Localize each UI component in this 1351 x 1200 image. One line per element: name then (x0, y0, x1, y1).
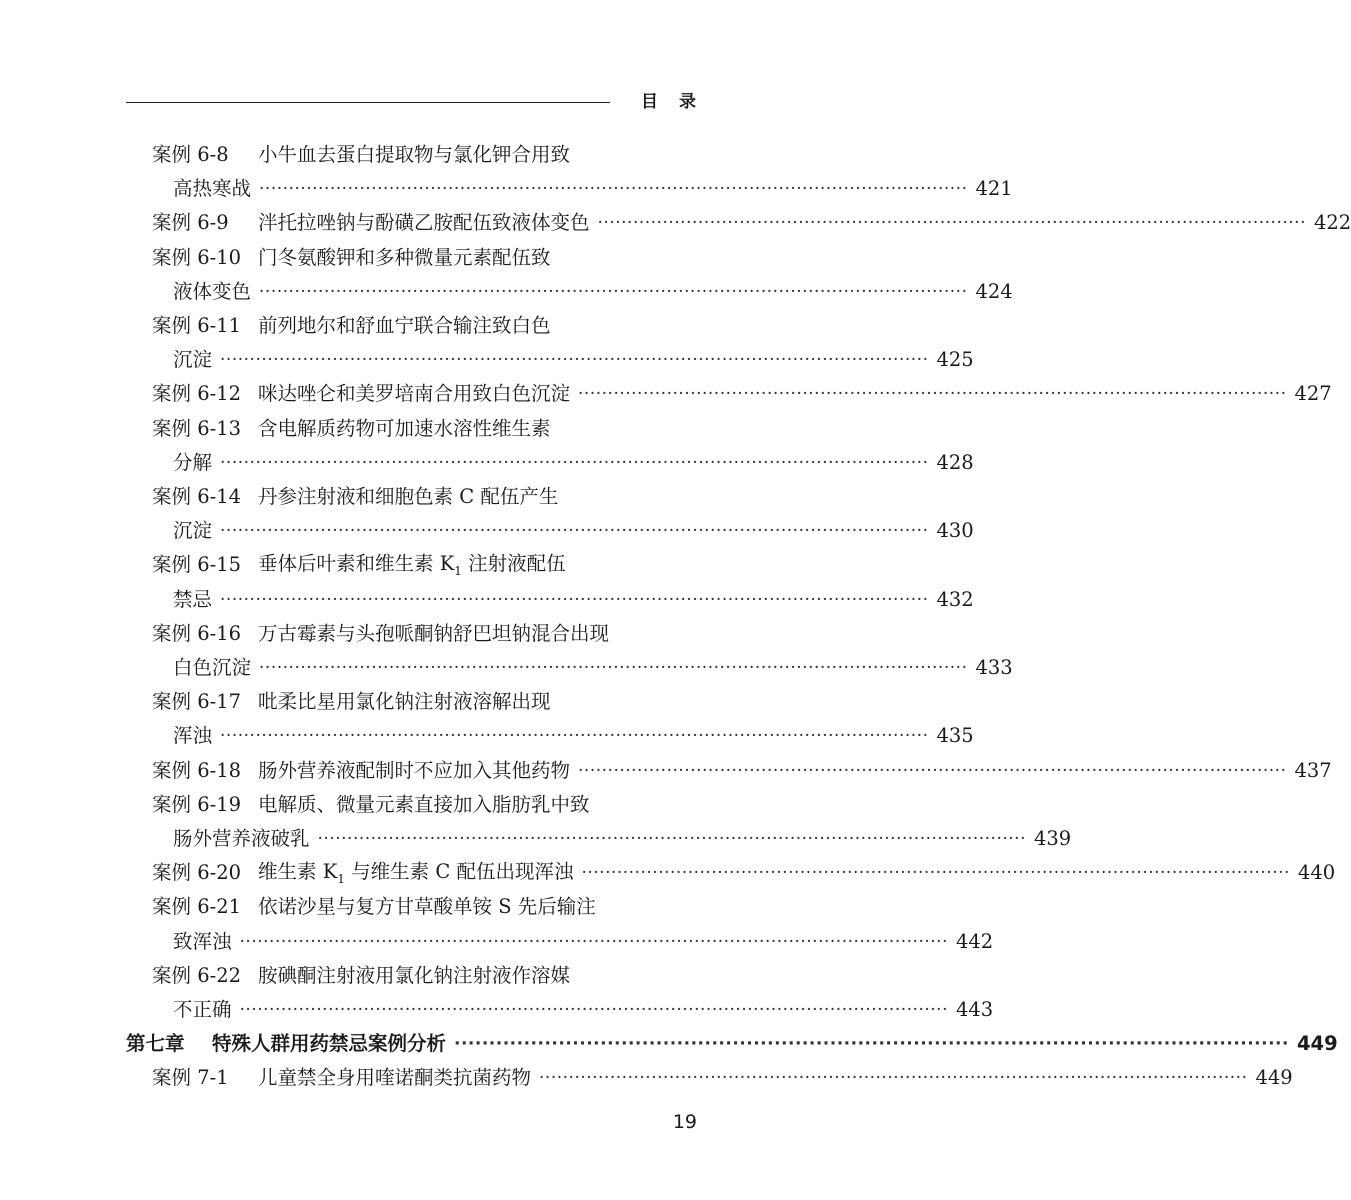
toc-entry[interactable] (152, 959, 697, 993)
page-number: 19 (672, 1111, 697, 1133)
dot-leader: ························································································································ (220, 350, 929, 371)
entry-title (258, 547, 566, 583)
entry-title: 丹参注射液和细胞色素 C 配伍产生 (258, 485, 559, 508)
entry-title: 特殊人群用药禁忌案例分析 (212, 1032, 447, 1056)
toc-entry-continuation[interactable] (173, 172, 1013, 206)
toc-entry[interactable] (152, 788, 697, 822)
toc-entry-continuation[interactable] (173, 275, 1013, 309)
entry-title: 儿童禁全身用喹诺酮类抗菌药物 (258, 1066, 532, 1090)
entry-page-number: 435 (936, 724, 974, 748)
dot-leader: ························································································································ (239, 931, 948, 952)
entry-page-number: 443 (955, 998, 994, 1021)
dot-leader: ························································································································ (578, 760, 1287, 781)
toc-entry[interactable] (152, 206, 1351, 240)
entry-title: 不正确 (173, 998, 232, 1021)
entry-title: 含电解质药物可加速水溶性维生素 (258, 416, 551, 440)
toc-entry-continuation[interactable] (173, 719, 974, 753)
dot-leader: ························································································································ (454, 1034, 1289, 1055)
dot-leader: ························································································································ (317, 829, 1026, 849)
entry-page-number: 424 (975, 279, 1013, 303)
toc-entry[interactable] (152, 754, 1332, 788)
dot-leader: ························································································································ (259, 658, 968, 678)
entry-number: 案例 6-20 (152, 861, 242, 885)
entry-title-part: 垂体后叶素和维生素 K (258, 552, 455, 576)
entry-page-number: 432 (936, 587, 974, 611)
entry-page-number: 421 (975, 177, 1013, 201)
header-rule (126, 102, 610, 103)
entry-title: 肠外营养液配制时不应加入其他药物 (258, 758, 571, 782)
entry-page-number: 422 (1313, 211, 1351, 235)
entry-number: 案例 6-11 (152, 314, 242, 337)
dot-leader: ························································································································ (239, 1000, 948, 1020)
entry-title: 白色沉淀 (173, 656, 252, 679)
entry-title: 依诺沙星与复方甘草酸单铵 S 先后输注 (258, 895, 596, 919)
entry-number: 案例 6-19 (152, 792, 242, 816)
toc-entry[interactable] (152, 480, 697, 514)
entry-title: 沉淀 (173, 348, 213, 372)
running-header (126, 88, 698, 118)
dot-leader: ························································································································ (259, 179, 968, 200)
entry-title: 浑浊 (173, 724, 213, 748)
entry-title-part: 注射液配伍 (461, 552, 566, 576)
dot-leader: ························································································································ (539, 1068, 1248, 1089)
entry-page-number: 439 (1033, 827, 1072, 850)
entry-title (258, 855, 573, 891)
toc-entry-continuation[interactable] (173, 343, 974, 377)
entry-page-number: 449 (1255, 1066, 1293, 1090)
entry-number: 案例 6-14 (152, 485, 242, 508)
entry-number: 案例 6-16 (152, 621, 242, 645)
entry-number: 第七章 (126, 1032, 185, 1056)
toc-entry-continuation[interactable] (173, 446, 974, 480)
entry-title: 分解 (173, 450, 213, 474)
toc-entry[interactable] (152, 890, 697, 924)
entry-page-number: 440 (1297, 861, 1336, 885)
entry-title-part: 维生素 K (258, 860, 338, 884)
toc-entry-continuation[interactable] (173, 822, 1072, 856)
entry-number: 案例 6-22 (152, 963, 242, 987)
entry-title: 禁忌 (173, 587, 213, 611)
entry-number: 案例 6-8 (152, 143, 229, 166)
dot-leader: ························································································································ (220, 452, 929, 473)
entry-title: 肠外营养液破乳 (173, 827, 310, 850)
toc-entry-continuation[interactable] (173, 514, 974, 548)
toc-entry-continuation[interactable] (173, 925, 994, 959)
toc-entry-continuation[interactable] (173, 993, 994, 1027)
entry-title: 胺碘酮注射液用氯化钠注射液作溶媒 (258, 963, 571, 987)
toc-entry[interactable] (152, 617, 697, 651)
toc-entry[interactable] (152, 309, 697, 343)
toc-entry[interactable] (152, 241, 697, 275)
dot-leader: ························································································································ (597, 213, 1306, 234)
entry-number: 案例 6-10 (152, 245, 242, 269)
toc-entry[interactable] (152, 685, 697, 719)
entry-number: 案例 6-15 (152, 553, 242, 577)
entry-number: 案例 6-12 (152, 382, 242, 406)
entry-number: 案例 6-17 (152, 690, 242, 714)
entry-page-number: 442 (955, 929, 994, 953)
entry-page-number: 437 (1294, 758, 1332, 782)
entry-page-number: 433 (975, 656, 1013, 679)
dot-leader: ························································································································ (581, 863, 1290, 884)
entry-title: 咪达唑仑和美罗培南合用致白色沉淀 (258, 382, 571, 406)
dot-leader: ························································································································ (220, 521, 929, 542)
entry-number: 案例 6-21 (152, 895, 242, 919)
toc-entry[interactable] (152, 377, 1332, 411)
toc-chapter-entry[interactable] (126, 1027, 1338, 1061)
entry-title: 沉淀 (173, 519, 213, 543)
entry-title: 电解质、微量元素直接加入脂肪乳中致 (258, 792, 590, 816)
toc-entry-continuation[interactable] (173, 583, 974, 617)
toc-entry[interactable] (152, 1061, 1293, 1095)
entry-title: 前列地尔和舒血宁联合输注致白色 (258, 314, 551, 337)
entry-number: 案例 6-13 (152, 416, 242, 440)
entry-title-part: 与维生素 C 配伍出现浑浊 (344, 860, 574, 884)
entry-number: 案例 6-9 (152, 211, 229, 235)
entry-title: 高热寒战 (173, 177, 252, 201)
entry-number: 案例 7-1 (152, 1066, 229, 1090)
entry-page-number: 427 (1294, 382, 1332, 406)
entry-title: 门冬氨酸钾和多种微量元素配伍致 (258, 245, 551, 269)
entry-title: 液体变色 (173, 279, 252, 303)
dot-leader: ························································································································ (578, 384, 1287, 405)
entry-title: 致浑浊 (173, 929, 232, 953)
entry-page-number: 428 (936, 450, 974, 474)
entry-page-number: 425 (936, 348, 974, 372)
entry-title: 吡柔比星用氯化钠注射液溶解出现 (258, 690, 551, 714)
toc-entry[interactable] (152, 138, 697, 172)
running-header-title: 目 录 (641, 92, 698, 112)
entry-title-subscript: 1 (337, 872, 345, 887)
toc-entry[interactable] (152, 412, 697, 446)
dot-leader: ························································································································ (220, 589, 929, 610)
toc-entry[interactable] (152, 548, 697, 582)
dot-leader: ························································································································ (220, 726, 929, 747)
entry-title: 小牛血去蛋白提取物与氯化钾合用致 (258, 143, 571, 166)
toc-entry-continuation[interactable] (173, 651, 1013, 685)
toc-entry[interactable] (152, 856, 1336, 890)
entry-title-subscript: 1 (454, 564, 462, 579)
entry-number: 案例 6-18 (152, 758, 242, 782)
entry-page-number: 449 (1296, 1032, 1338, 1056)
entry-title: 万古霉素与头孢哌酮钠舒巴坦钠混合出现 (258, 621, 610, 645)
entry-title: 泮托拉唑钠与酚磺乙胺配伍致液体变色 (258, 211, 590, 235)
dot-leader: ························································································································ (259, 281, 968, 302)
entry-page-number: 430 (936, 519, 974, 543)
